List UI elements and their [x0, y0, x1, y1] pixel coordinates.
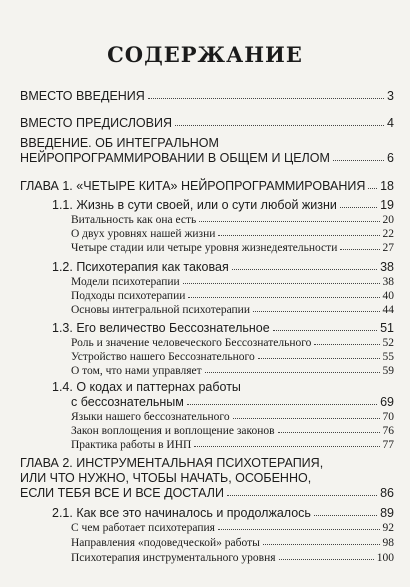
toc-subentry[interactable]: [71, 537, 394, 549]
toc-subentry-title: Модели психотерапии: [71, 276, 180, 288]
toc-section[interactable]: [52, 260, 394, 274]
toc-section[interactable]: [52, 198, 394, 212]
toc-subentry[interactable]: [71, 290, 394, 302]
toc-subentry-title: Языки нашего бессознательного: [71, 411, 230, 423]
toc-subentry[interactable]: [71, 439, 394, 451]
page-title: СОДЕРЖАНИЕ: [107, 42, 303, 67]
toc-subentry[interactable]: [71, 276, 394, 288]
toc-entry-page: 18: [380, 179, 394, 193]
toc-subentry-title: Закон воплощения и воплощение законов: [71, 425, 275, 437]
toc-section[interactable]: [52, 506, 394, 520]
toc-subentry-title: Практика работы в ИНП: [71, 439, 192, 451]
toc-subentry-title: Витальность как она есть: [71, 214, 197, 226]
toc-section-title: 1.3. Его величество Бессознательное: [52, 321, 270, 335]
toc-chapter-title-line1: ГЛАВА 2. ИНСТРУМЕНТАЛЬНАЯ ПСИХОТЕРАПИЯ,: [20, 456, 324, 470]
toc-subentry[interactable]: [71, 337, 394, 349]
toc-entry-title: ВМЕСТО ВВЕДЕНИЯ: [20, 89, 145, 103]
toc-subentry-title: Четыре стадии или четыре уровня жизнедеятельности: [71, 242, 338, 254]
toc-subentry[interactable]: [71, 522, 394, 534]
toc-chapter[interactable]: [20, 179, 394, 193]
toc-entry-title-line2: НЕЙРОПРОГРАММИРОВАНИИ В ОБЩЕМ И ЦЕЛОМ: [20, 151, 330, 165]
toc-section-title: 2.1. Как все это начиналось и продолжалось: [52, 506, 311, 520]
toc-entry-page: 76: [382, 425, 394, 437]
toc-subentry[interactable]: [71, 351, 394, 363]
toc-entry-page: 59: [382, 365, 394, 377]
toc-entry-page: 98: [382, 537, 394, 549]
toc-subentry-title: Основы интегральной психотерапии: [71, 304, 250, 316]
toc-entry-page: 40: [382, 290, 394, 302]
toc-subentry[interactable]: [71, 425, 394, 437]
toc-entry-page: 86: [380, 486, 394, 500]
toc-entry-page: 38: [382, 276, 394, 288]
toc-subentry[interactable]: [71, 552, 394, 564]
toc-subentry-title: Подходы психотерапии: [71, 290, 186, 302]
toc-section[interactable]: [71, 395, 394, 409]
toc-subentry-title: О двух уровнях нашей жизни: [71, 228, 216, 240]
toc-entry-page: 19: [380, 198, 394, 212]
toc-subentry[interactable]: [71, 304, 394, 316]
toc-entry-page: 55: [382, 351, 394, 363]
toc-entry-page: 38: [380, 260, 394, 274]
toc-entry-page: 70: [382, 411, 394, 423]
toc-subentry[interactable]: [71, 365, 394, 377]
toc-entry-page: 100: [376, 552, 394, 564]
toc-entry-page: 77: [382, 439, 394, 451]
toc-chapter-title-line3: ЕСЛИ ТЕБЯ ВСЕ И ВСЕ ДОСТАЛИ: [20, 486, 224, 500]
toc-entry-page: 44: [382, 304, 394, 316]
toc-chapter-title: ГЛАВА 1. «ЧЕТЫРЕ КИТА» НЕЙРОПРОГРАММИРОВАНИЯ: [20, 179, 366, 193]
toc-entry-page: 4: [387, 116, 394, 130]
toc-entry[interactable]: [20, 89, 394, 103]
toc-section-title-line2: с бессознательным: [71, 395, 184, 409]
toc-subentry[interactable]: [71, 228, 394, 240]
toc-entry-page: 69: [380, 395, 394, 409]
toc-subentry-title: Роль и значение человеческого Бессознательного: [71, 337, 312, 349]
toc-entry-page: 92: [382, 522, 394, 534]
toc-entry-page: 27: [382, 242, 394, 254]
toc-chapter-title-line2: ИЛИ ЧТО НУЖНО, ЧТОБЫ НАЧАТЬ, ОСОБЕННО,: [20, 471, 312, 485]
toc-subentry[interactable]: [71, 242, 394, 254]
toc-section-title-line1: 1.4. О кодах и паттернах работы: [52, 380, 241, 394]
toc-entry-page: 89: [380, 506, 394, 520]
toc-section-title: 1.1. Жизнь в сути своей, или о сути любой жизни: [52, 198, 337, 212]
toc-subentry-title: Направления «подоведческой» работы: [71, 537, 260, 549]
toc-entry-page: 3: [387, 89, 394, 103]
toc-entry-title: ВМЕСТО ПРЕДИСЛОВИЯ: [20, 116, 172, 130]
toc-entry-title-line1: ВВЕДЕНИЕ. ОБ ИНТЕГРАЛЬНОМ: [20, 136, 219, 150]
toc-subentry-title: Психотерапия инструментального уровня: [71, 552, 276, 564]
toc-entry-page: 22: [382, 228, 394, 240]
toc-subentry-title: О том, что нами управляет: [71, 365, 202, 377]
toc-subentry-title: Устройство нашего Бессознательного: [71, 351, 255, 363]
toc-entry-page: 51: [380, 321, 394, 335]
toc-section[interactable]: [52, 321, 394, 335]
toc-subentry[interactable]: [71, 214, 394, 226]
toc-subentry-title: С чем работает психотерапия: [71, 522, 215, 534]
toc-entry-page: 20: [382, 214, 394, 226]
toc-entry[interactable]: [20, 116, 394, 130]
toc-entry-page: 52: [382, 337, 394, 349]
toc-subentry[interactable]: [71, 411, 394, 423]
toc-section-title: 1.2. Психотерапия как таковая: [52, 260, 229, 274]
toc-entry-page: 6: [387, 151, 394, 165]
toc-entry[interactable]: [20, 151, 394, 165]
toc-chapter[interactable]: [20, 486, 394, 500]
